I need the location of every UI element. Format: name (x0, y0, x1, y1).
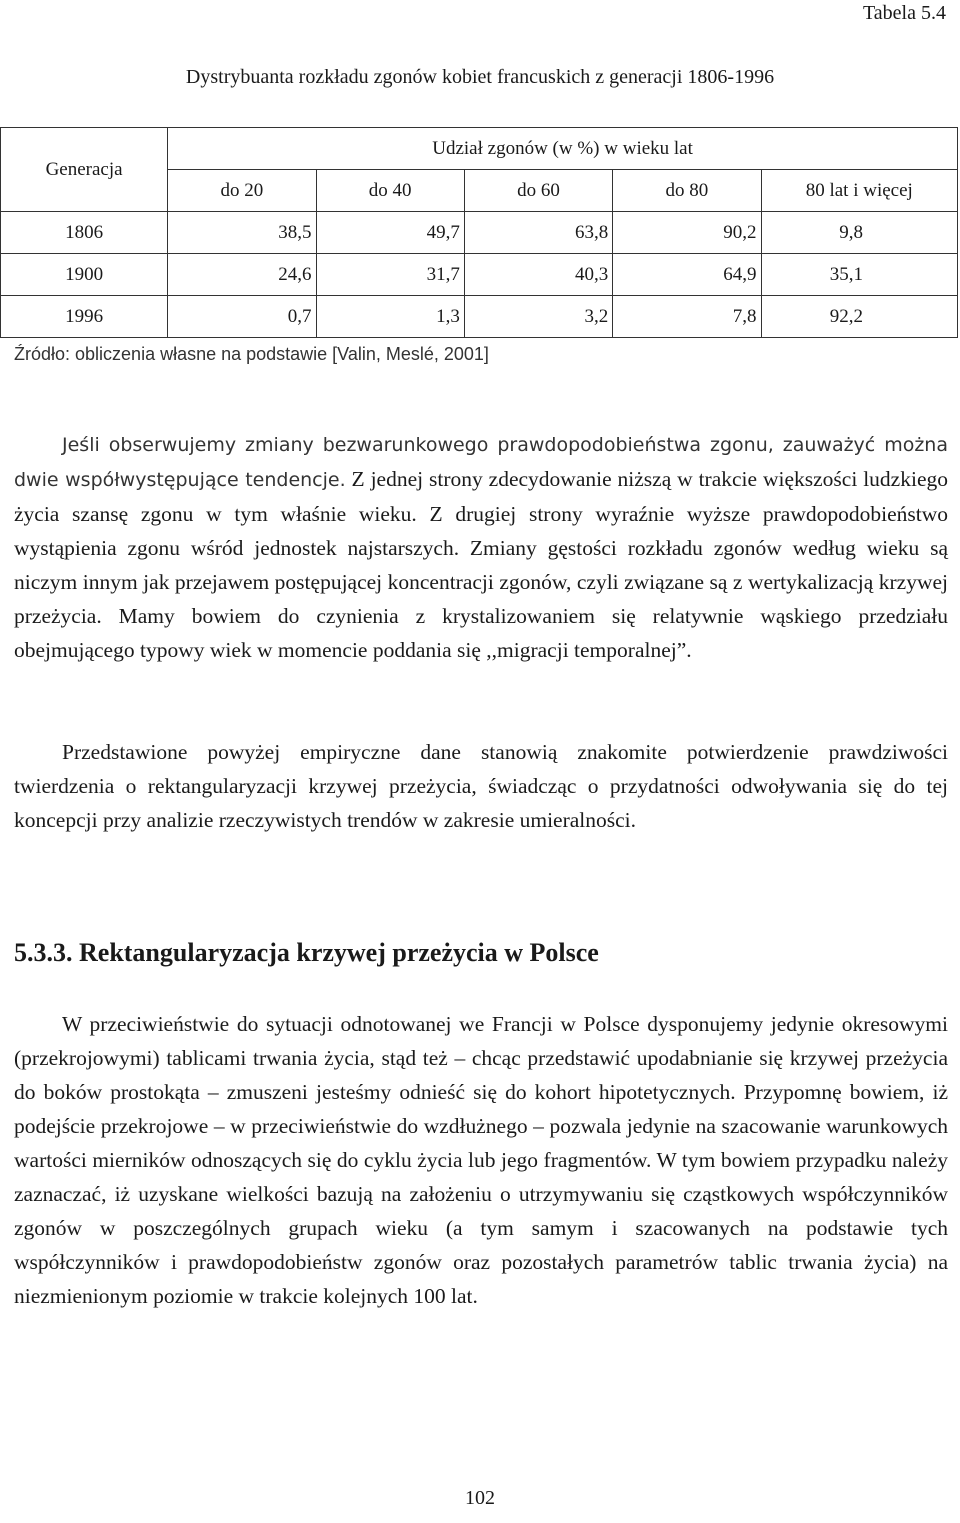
data-table (0, 127, 958, 338)
generation-cell: 1900 (1, 254, 168, 296)
value-cell: 35,1 (761, 254, 957, 296)
column-header: do 20 (168, 170, 316, 212)
value-cell: 92,2 (761, 296, 957, 338)
generation-header: Generacja (1, 128, 168, 212)
table-source-note: Źródło: obliczenia własne na podstawie [Valin, Meslé, 2001] (14, 344, 489, 364)
column-header: do 40 (316, 170, 464, 212)
value-cell: 63,8 (464, 212, 612, 254)
value-cell: 9,8 (761, 212, 957, 254)
generation-cell: 1806 (1, 212, 168, 254)
generation-cell: 1996 (1, 296, 168, 338)
table-row (1, 212, 958, 254)
page-number: 102 (465, 1487, 495, 1509)
value-cell: 24,6 (168, 254, 316, 296)
column-header: do 80 (613, 170, 761, 212)
section-heading: 5.3.3. Rektangularyzacja krzywej przeżycia w Polsce (14, 938, 599, 967)
value-cell: 38,5 (168, 212, 316, 254)
paragraph-1-body: Z jednej strony zdecydowanie niższą w trakcie większości ludzkiego życia szansę zgonu w tym właśnie wieku. Z drugiej strony wyraźnie wyższe prawdopodobieństwo wystąpienia zgonu wśród jednostek najstarszych. Zmiany gęstości rozkładu zgonów według wieku są niczym innym jak przejawem postępującej koncentracji zgonów, czyli związane są z wertykalizacją krzywej przeżycia. Mamy bowiem do czynienia z krystalizowaniem się relatywnie wąskiego przedziału obejmującego typowy wiek w momencie poddania się ,,migracji temporalnej”. (14, 467, 948, 662)
value-cell: 0,7 (168, 296, 316, 338)
value-cell: 7,8 (613, 296, 761, 338)
table-row (1, 296, 958, 338)
table-header-row (1, 128, 958, 170)
table-row (1, 254, 958, 296)
paragraph-2: Przedstawione powyżej empiryczne dane stanowią znakomite potwierdzenie prawdziwości twierdzenia o rektangularyzacji krzywej przeżycia, świadcząc o przydatności odwoływania się do tej koncepcji przy analizie rzeczywistych trendów w zakresie umieralności. (14, 740, 948, 832)
value-cell: 1,3 (316, 296, 464, 338)
group-header: Udział zgonów (w %) w wieku lat (168, 128, 958, 170)
column-header: do 60 (464, 170, 612, 212)
paragraph-1-lead: Jeśli obserwujemy zmiany bezwarunkowego prawdopodobieństwa zgonu, zauważyć można dwie współwystępujące tendencje. (14, 434, 948, 491)
table-title: Dystrybuanta rozkładu zgonów kobiet francuskich z generacji 1806-1996 (185, 66, 775, 88)
value-cell: 49,7 (316, 212, 464, 254)
value-cell: 3,2 (464, 296, 612, 338)
paragraph-3: W przeciwieństwie do sytuacji odnotowanej we Francji w Polsce dysponujemy jedynie okresowymi (przekrojowymi) tablicami trwania życia, stąd też – chcąc przedstawić upodabnianie się krzywej przeżycia do boków prostokąta – zmuszeni jesteśmy odnieść się do kohort hipotetycznych. Przypomnę bowiem, iż podejście przekrojowe – w przeciwieństwie do wzdłużnego – pozwala jedynie na szacowanie warunkowych wartości mierników odnoszących się do cyklu życia lub jego fragmentów. W tym bowiem przypadku należy zaznaczać, iż uzyskane wielkości bazują na założeniu o utrzymywaniu się cząstkowych współczynników zgonów w poszczególnych grupach wieku (a tym samym i szacowanych na podstawie tych współczynników i prawdopodobieństw zgonów oraz pozostałych parametrów tablic trwania życia) na niezmienionym poziomie w trakcie kolejnych 100 lat. (14, 1012, 948, 1308)
value-cell: 64,9 (613, 254, 761, 296)
table-label: Tabela 5.4 (862, 2, 946, 24)
value-cell: 90,2 (613, 212, 761, 254)
value-cell: 31,7 (316, 254, 464, 296)
column-header: 80 lat i więcej (761, 170, 957, 212)
value-cell: 40,3 (464, 254, 612, 296)
paragraph-1 (14, 427, 948, 667)
